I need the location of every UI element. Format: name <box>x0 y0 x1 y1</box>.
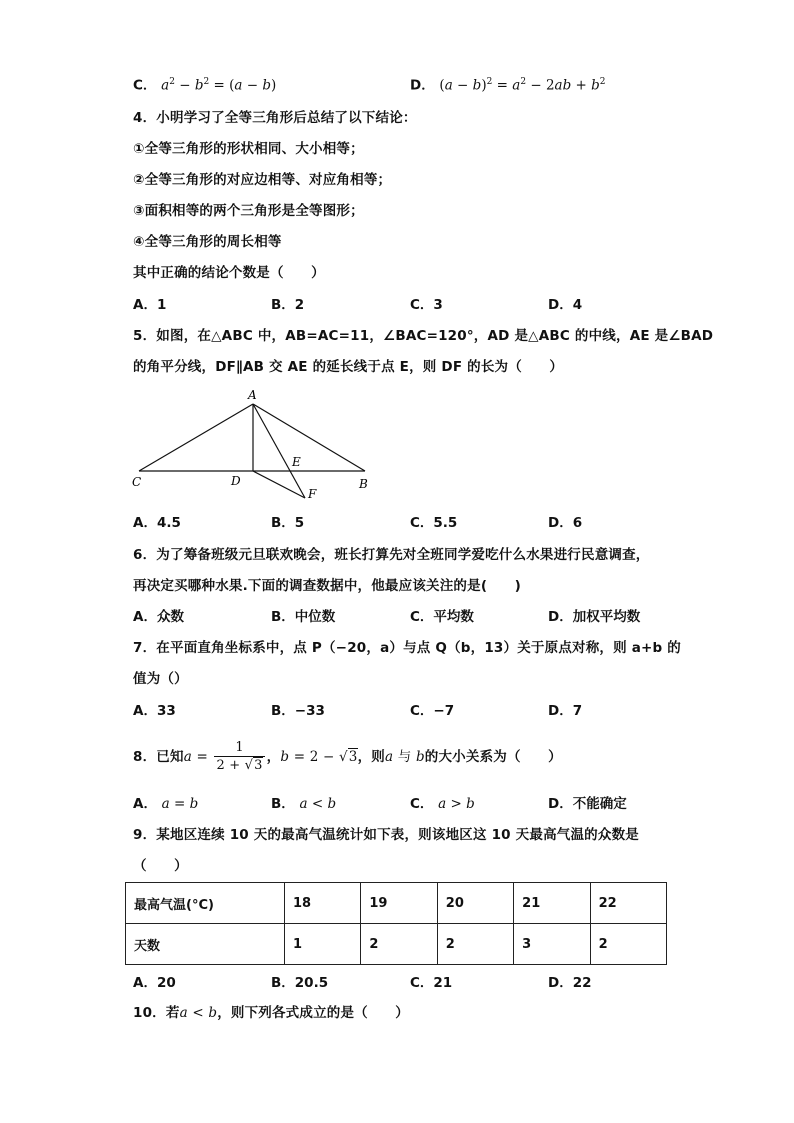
table-header-days: 天数 <box>126 924 285 965</box>
q5-option-d: D．6 <box>548 515 583 531</box>
q5-triangle-figure <box>125 385 385 505</box>
q9-line-1: 9．某地区连续 10 天的最高气温统计如下表，则该地区这 10 天最高气温的众数是 <box>133 827 639 843</box>
segment-ab <box>253 404 365 471</box>
label-a: A <box>248 388 257 402</box>
q9-line-2: （ ） <box>133 858 188 874</box>
table-cell: 2 <box>361 924 437 965</box>
q6-option-d: D．加权平均数 <box>548 609 641 625</box>
table-cell: 21 <box>514 883 590 924</box>
q4-option-b: B．2 <box>271 297 305 313</box>
q6-option-b: B．中位数 <box>271 609 336 625</box>
label-c: C <box>132 475 142 489</box>
q8-option-b: B． a < b <box>271 796 337 812</box>
label-b: B <box>359 477 368 491</box>
table-header-temp: 最高气温(°C) <box>126 883 285 924</box>
q4-item-1: ①全等三角形的形状相同、大小相等； <box>133 141 364 157</box>
q8-option-a: A． a = b <box>133 796 199 812</box>
q7-option-b: B．−33 <box>271 703 325 719</box>
label-f: F <box>308 487 317 501</box>
q9-option-d: D．22 <box>548 975 592 991</box>
segment-ac <box>139 404 253 471</box>
table-row <box>126 924 667 965</box>
table-cell: 3 <box>514 924 590 965</box>
table-cell: 2 <box>437 924 513 965</box>
table-cell: 20 <box>437 883 513 924</box>
table-cell: 1 <box>285 924 361 965</box>
q5-option-b: B．5 <box>271 515 305 531</box>
q4-item-3: ③面积相等的两个三角形是全等图形； <box>133 203 364 219</box>
table-cell: 22 <box>590 883 666 924</box>
table-row <box>126 883 667 924</box>
table-cell: 19 <box>361 883 437 924</box>
q7-line-2: 值为（） <box>133 671 188 687</box>
table-cell: 18 <box>285 883 361 924</box>
q3-option-c: C． $a^2 - b^2 = (a - b)$ <box>133 77 277 94</box>
q5-line-2: 的角平分线，DF∥AB 交 AE 的延长线于点 E，则 DF 的长为（ ） <box>133 359 564 375</box>
q7-option-d: D．7 <box>548 703 583 719</box>
q7-option-a: A．33 <box>133 703 176 719</box>
q4-stem: 4．小明学习了全等三角形后总结了以下结论： <box>133 110 417 126</box>
q5-option-c: C．5.5 <box>410 515 458 531</box>
q7-option-c: C．−7 <box>410 703 455 719</box>
q8-option-c: C． a > b <box>410 796 475 812</box>
label-e: E <box>292 455 301 469</box>
label-d: D <box>231 474 241 488</box>
q6-line-2: 再决定买哪种水果.下面的调查数据中，他最应该关注的是( ) <box>133 578 521 594</box>
q4-option-c: C．3 <box>410 297 443 313</box>
q5-line-1: 5．如图，在△ABC 中，AB=AC=11，∠BAC=120°，AD 是△ABC 的中线，AE 是∠BAD <box>133 328 714 344</box>
q9-option-c: C．21 <box>410 975 453 991</box>
q7-line-1: 7．在平面直角坐标系中，点 P（−20，a）与点 Q（b，13）关于原点对称，则 a+b 的 <box>133 640 682 656</box>
q9-option-b: B．20.5 <box>271 975 329 991</box>
q6-option-c: C．平均数 <box>410 609 474 625</box>
q9-option-a: A．20 <box>133 975 176 991</box>
q4-option-a: A．1 <box>133 297 167 313</box>
q8-option-d: D．不能确定 <box>548 796 627 812</box>
q10-stem: 10．若a < b，则下列各式成立的是（ ） <box>133 1005 409 1021</box>
q3-option-d: D． $(a - b)^2 = a^2 - 2ab + b^2$ <box>410 77 606 94</box>
q6-line-1: 6．为了筹备班级元旦联欢晚会，班长打算先对全班同学爱吃什么水果进行民意调查， <box>133 547 650 563</box>
q4-question: 其中正确的结论个数是（ ） <box>133 265 325 281</box>
q4-option-d: D．4 <box>548 297 583 313</box>
q8-fraction: $\frac{1}{2 + √3}$ <box>216 739 263 773</box>
q6-option-a: A．众数 <box>133 609 184 625</box>
q4-item-4: ④全等三角形的周长相等 <box>133 234 282 250</box>
q9-temperature-table <box>125 882 667 965</box>
q8-stem: 8．已知a = $\frac{1}{2 + √3}$ ，b = 2 − √3，则a 与 b的大小关系为（ ） <box>133 739 562 773</box>
q5-option-a: A．4.5 <box>133 515 181 531</box>
table-cell: 2 <box>590 924 666 965</box>
q4-item-2: ②全等三角形的对应边相等、对应角相等； <box>133 172 392 188</box>
